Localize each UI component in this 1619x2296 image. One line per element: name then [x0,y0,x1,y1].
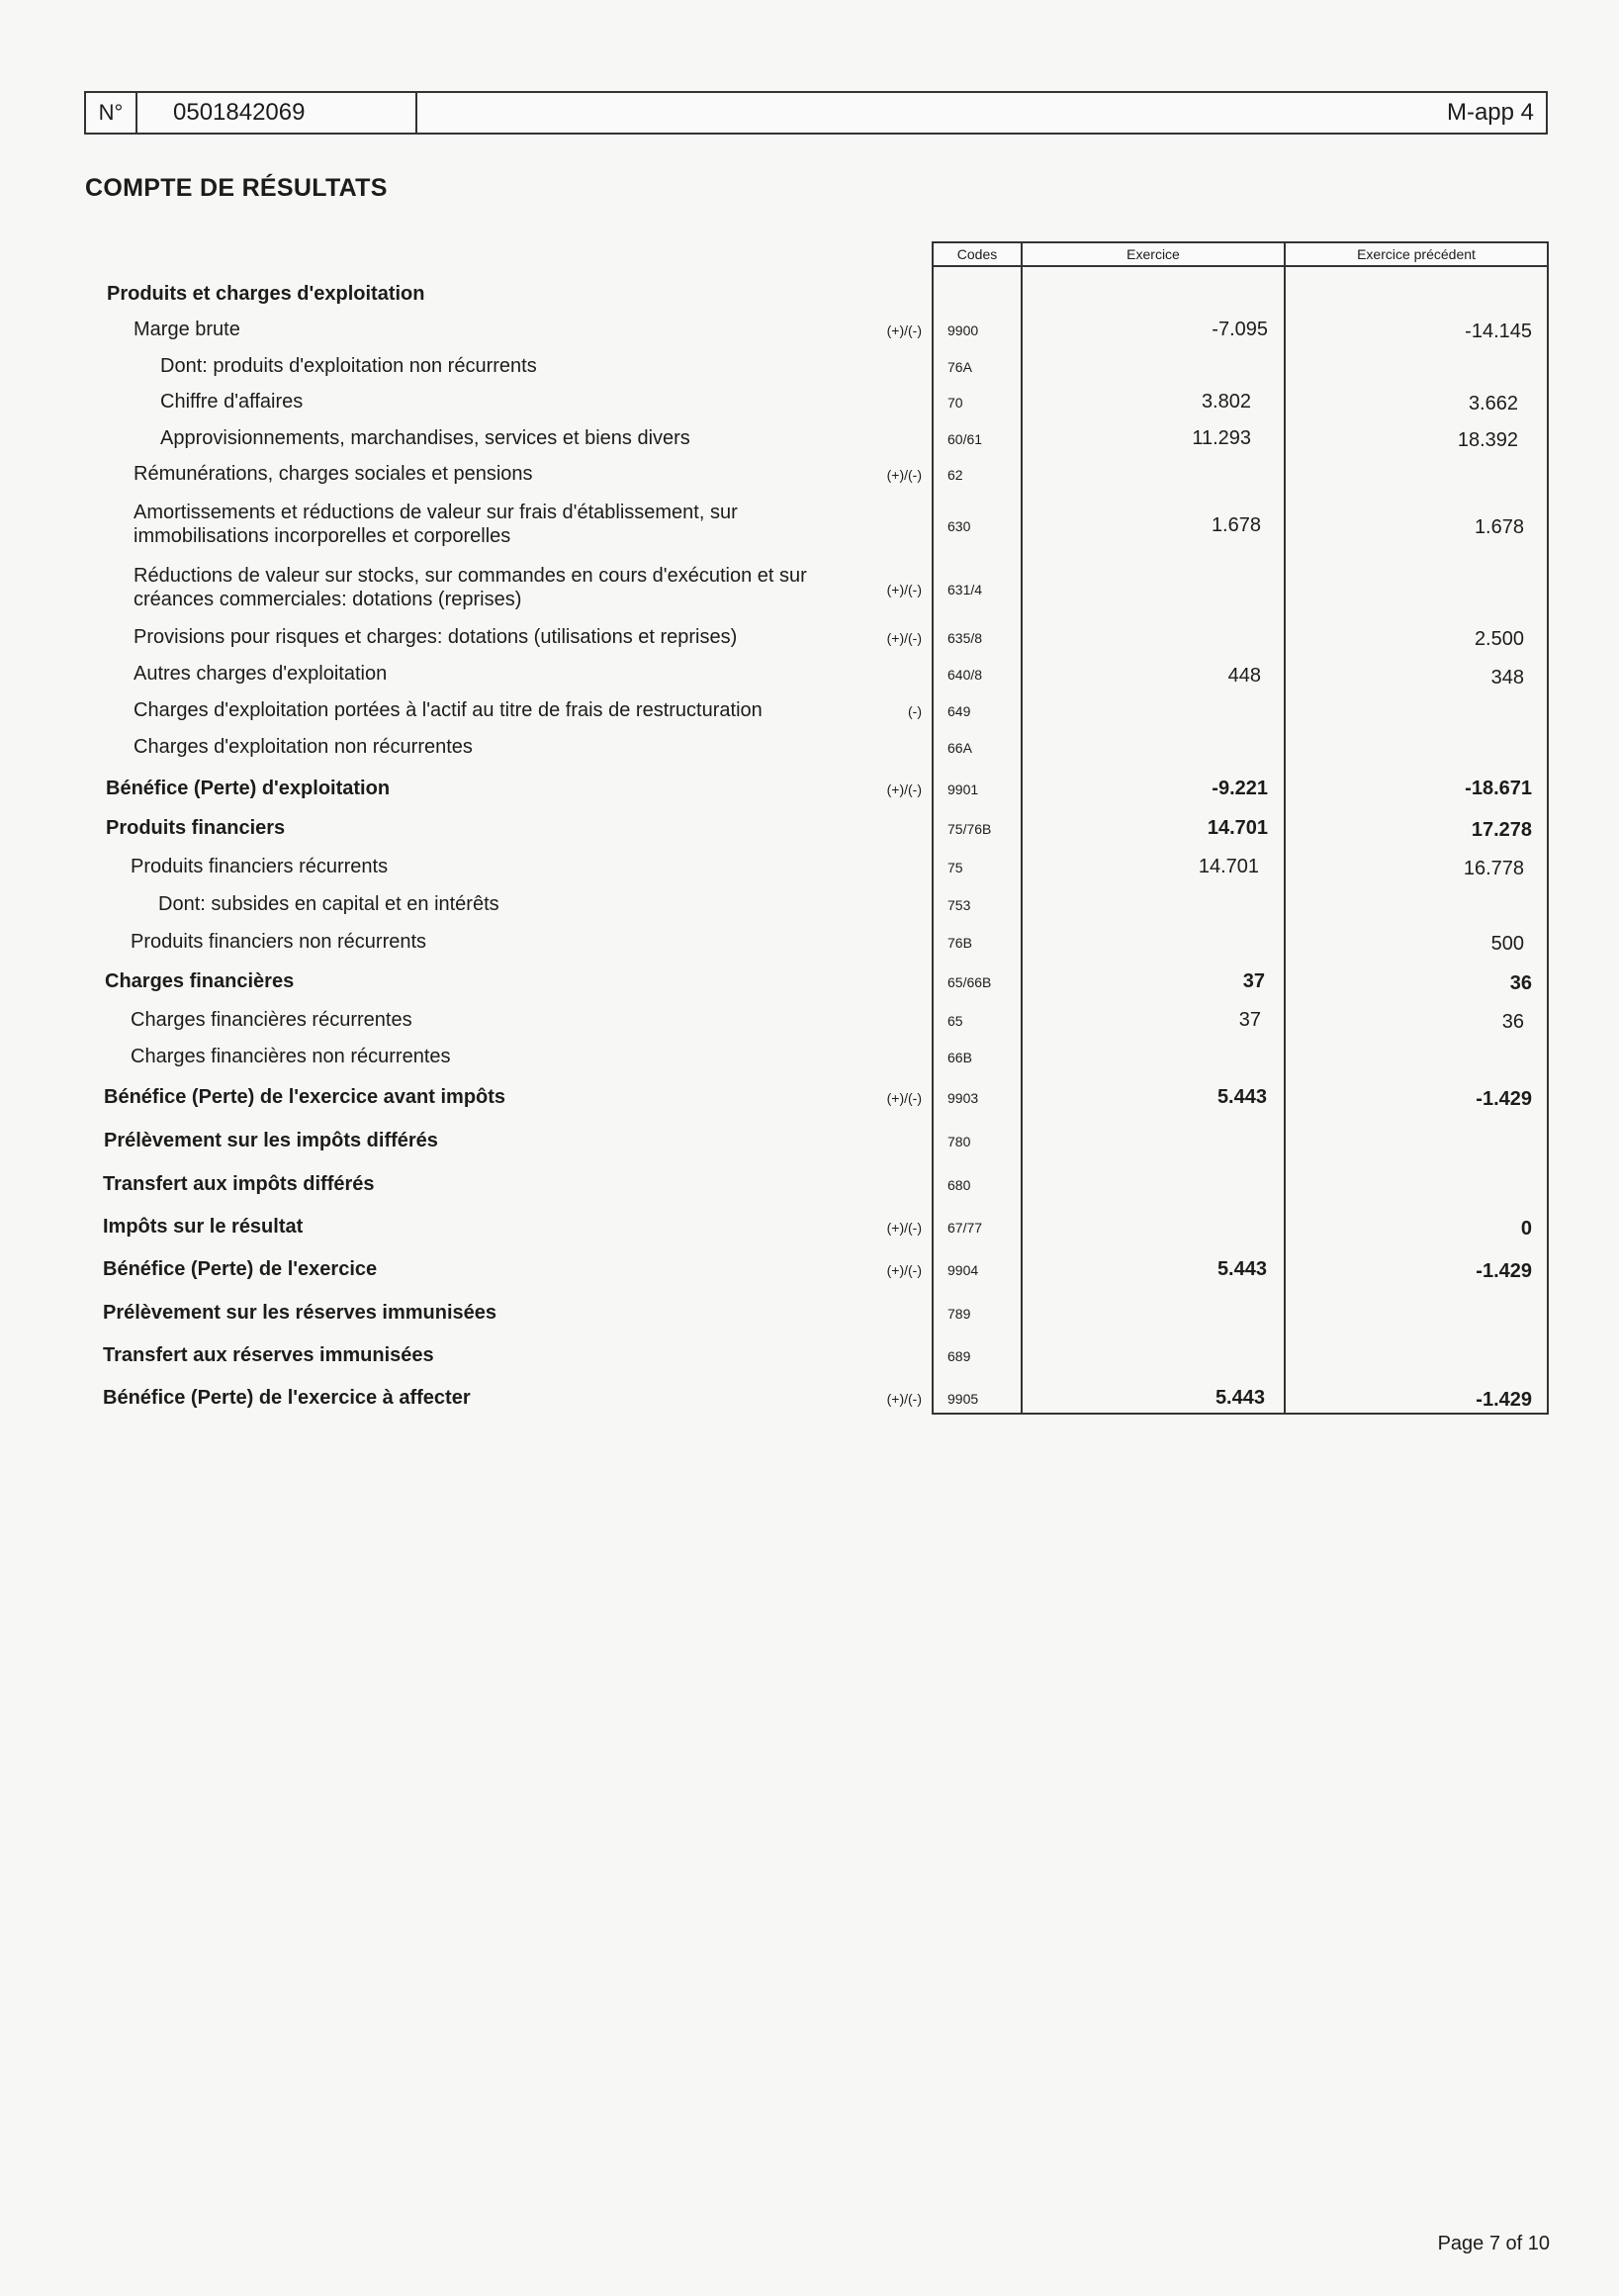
row-precedent-value: 500 [1490,933,1524,955]
row-exercice-value: 14.701 [1207,817,1268,839]
row-label: Transfert aux réserves immunisées [103,1344,434,1366]
row-exercice-value: 5.443 [1216,1258,1267,1280]
row-sign: (+)/(-) [886,1262,922,1278]
row-exercice-value: 448 [1227,665,1261,687]
row-label: Bénéfice (Perte) de l'exercice [103,1258,378,1280]
row-code: 65/66B [947,974,992,990]
row-exercice-value: 37 [1242,970,1265,992]
row-code: 9905 [947,1391,979,1407]
row-sign: (+)/(-) [886,467,922,483]
row-sign: (+)/(-) [886,1220,922,1236]
company-number: 0501842069 [135,93,417,133]
row-code: 689 [947,1348,971,1364]
row-precedent-value: 1.678 [1474,516,1524,538]
row-code: 76A [947,359,972,375]
row-label: Produits financiers [106,817,286,839]
row-precedent-value: 0 [1520,1218,1532,1240]
row-sign: (+)/(-) [886,1090,922,1106]
row-label: Marge brute [134,319,240,340]
row-exercice-value: 5.443 [1214,1387,1265,1409]
document-header-bar [84,91,1548,135]
row-label: Rémunérations, charges sociales et pensions [134,463,533,485]
row-sign: (-) [908,703,922,719]
row-code: 70 [947,395,963,411]
row-label: Autres charges d'exploitation [134,663,388,685]
row-code: 9901 [947,781,979,797]
row-precedent-value: 36 [1501,1011,1524,1033]
row-label: Dont: subsides en capital et en intérêts [158,893,499,915]
row-label: Charges d'exploitation portées à l'actif au titre de frais de restructuration [134,699,763,721]
row-label: Produits financiers récurrents [131,856,389,877]
row-code: 631/4 [947,582,983,597]
row-code: 65 [947,1013,963,1029]
row-precedent-value: 18.392 [1457,429,1518,451]
row-exercice-value: 11.293 [1192,427,1251,449]
row-exercice-value: 37 [1238,1009,1261,1031]
row-exercice-value: -9.221 [1212,778,1268,799]
form-code: M-app 4 [1446,99,1534,126]
row-precedent-value: 2.500 [1474,628,1524,650]
row-code: 75 [947,860,963,875]
row-code: 76B [947,935,972,951]
row-label: Impôts sur le résultat [103,1216,304,1238]
row-precedent-value: 17.278 [1471,819,1532,841]
row-sign: (+)/(-) [886,781,922,797]
row-label: Chiffre d'affaires [160,391,304,413]
page-footer: Page 7 of 10 [1437,2233,1550,2254]
row-code: 9900 [947,322,979,338]
row-exercice-value: 14.701 [1198,856,1259,877]
row-label: Charges financières récurrentes [131,1009,412,1031]
row-code: 635/8 [947,630,983,646]
row-code: 67/77 [947,1220,983,1236]
row-code: 780 [947,1134,971,1149]
row-exercice-value: 1.678 [1211,514,1261,536]
row-precedent-value: -14.145 [1465,321,1532,342]
row-exercice-value: 3.802 [1201,391,1251,413]
row-code: 60/61 [947,431,983,447]
row-code: 66B [947,1050,972,1065]
row-code: 9903 [947,1090,979,1106]
row-exercice-value: 5.443 [1216,1086,1267,1108]
row-precedent-value: -1.429 [1476,1389,1532,1411]
codes-column-header: Codes [932,241,1023,267]
row-label: Charges financières [105,970,295,992]
row-precedent-value: 36 [1509,972,1532,994]
row-label: Charges financières non récurrentes [131,1046,451,1067]
row-precedent-value: 348 [1490,667,1524,689]
row-label: Prélèvement sur les impôts différés [104,1130,438,1151]
row-code: 75/76B [947,821,992,837]
page-title: COMPTE DE RÉSULTATS [85,174,388,202]
row-code: 62 [947,467,963,483]
row-sign: (+)/(-) [886,1391,922,1407]
row-precedent-value: -18.671 [1465,778,1532,799]
row-label: Bénéfice (Perte) d'exploitation [106,778,391,799]
row-code: 66A [947,740,972,756]
row-label: Amortissements et réductions de valeur sur frais d'établissement, sur immobilisations incorporelles et corporelles [134,502,738,547]
row-precedent-value: 16.778 [1463,858,1524,879]
row-code: 680 [947,1177,971,1193]
row-code: 640/8 [947,667,983,683]
row-exercice-value: -7.095 [1212,319,1268,340]
row-label: Réductions de valeur sur stocks, sur commandes en cours d'exécution et sur créances commerciales: dotations (reprises) [134,565,807,610]
exercice-column-header: Exercice [1021,241,1286,267]
row-label: Bénéfice (Perte) de l'exercice à affecter [103,1387,471,1409]
row-label: Produits et charges d'exploitation [107,283,425,305]
row-code: 630 [947,518,971,534]
row-code: 753 [947,897,971,913]
row-label: Transfert aux impôts différés [103,1173,375,1195]
row-code: 789 [947,1306,971,1322]
row-label: Provisions pour risques et charges: dotations (utilisations et reprises) [134,626,738,648]
row-label: Prélèvement sur les réserves immunisées [103,1302,497,1324]
row-sign: (+)/(-) [886,322,922,338]
row-label: Dont: produits d'exploitation non récurrents [160,355,537,377]
row-sign: (+)/(-) [886,582,922,597]
number-label: N° [86,93,137,133]
row-precedent-value: 3.662 [1468,393,1518,414]
row-label: Bénéfice (Perte) de l'exercice avant impôts [104,1086,506,1108]
row-sign: (+)/(-) [886,630,922,646]
row-precedent-value: -1.429 [1476,1260,1532,1282]
row-code: 9904 [947,1262,979,1278]
row-label: Approvisionnements, marchandises, services et biens divers [160,427,690,449]
row-code: 649 [947,703,971,719]
precedent-column-header: Exercice précédent [1284,241,1549,267]
row-precedent-value: -1.429 [1476,1088,1532,1110]
row-label: Charges d'exploitation non récurrentes [134,736,473,758]
row-label: Produits financiers non récurrents [131,931,427,953]
